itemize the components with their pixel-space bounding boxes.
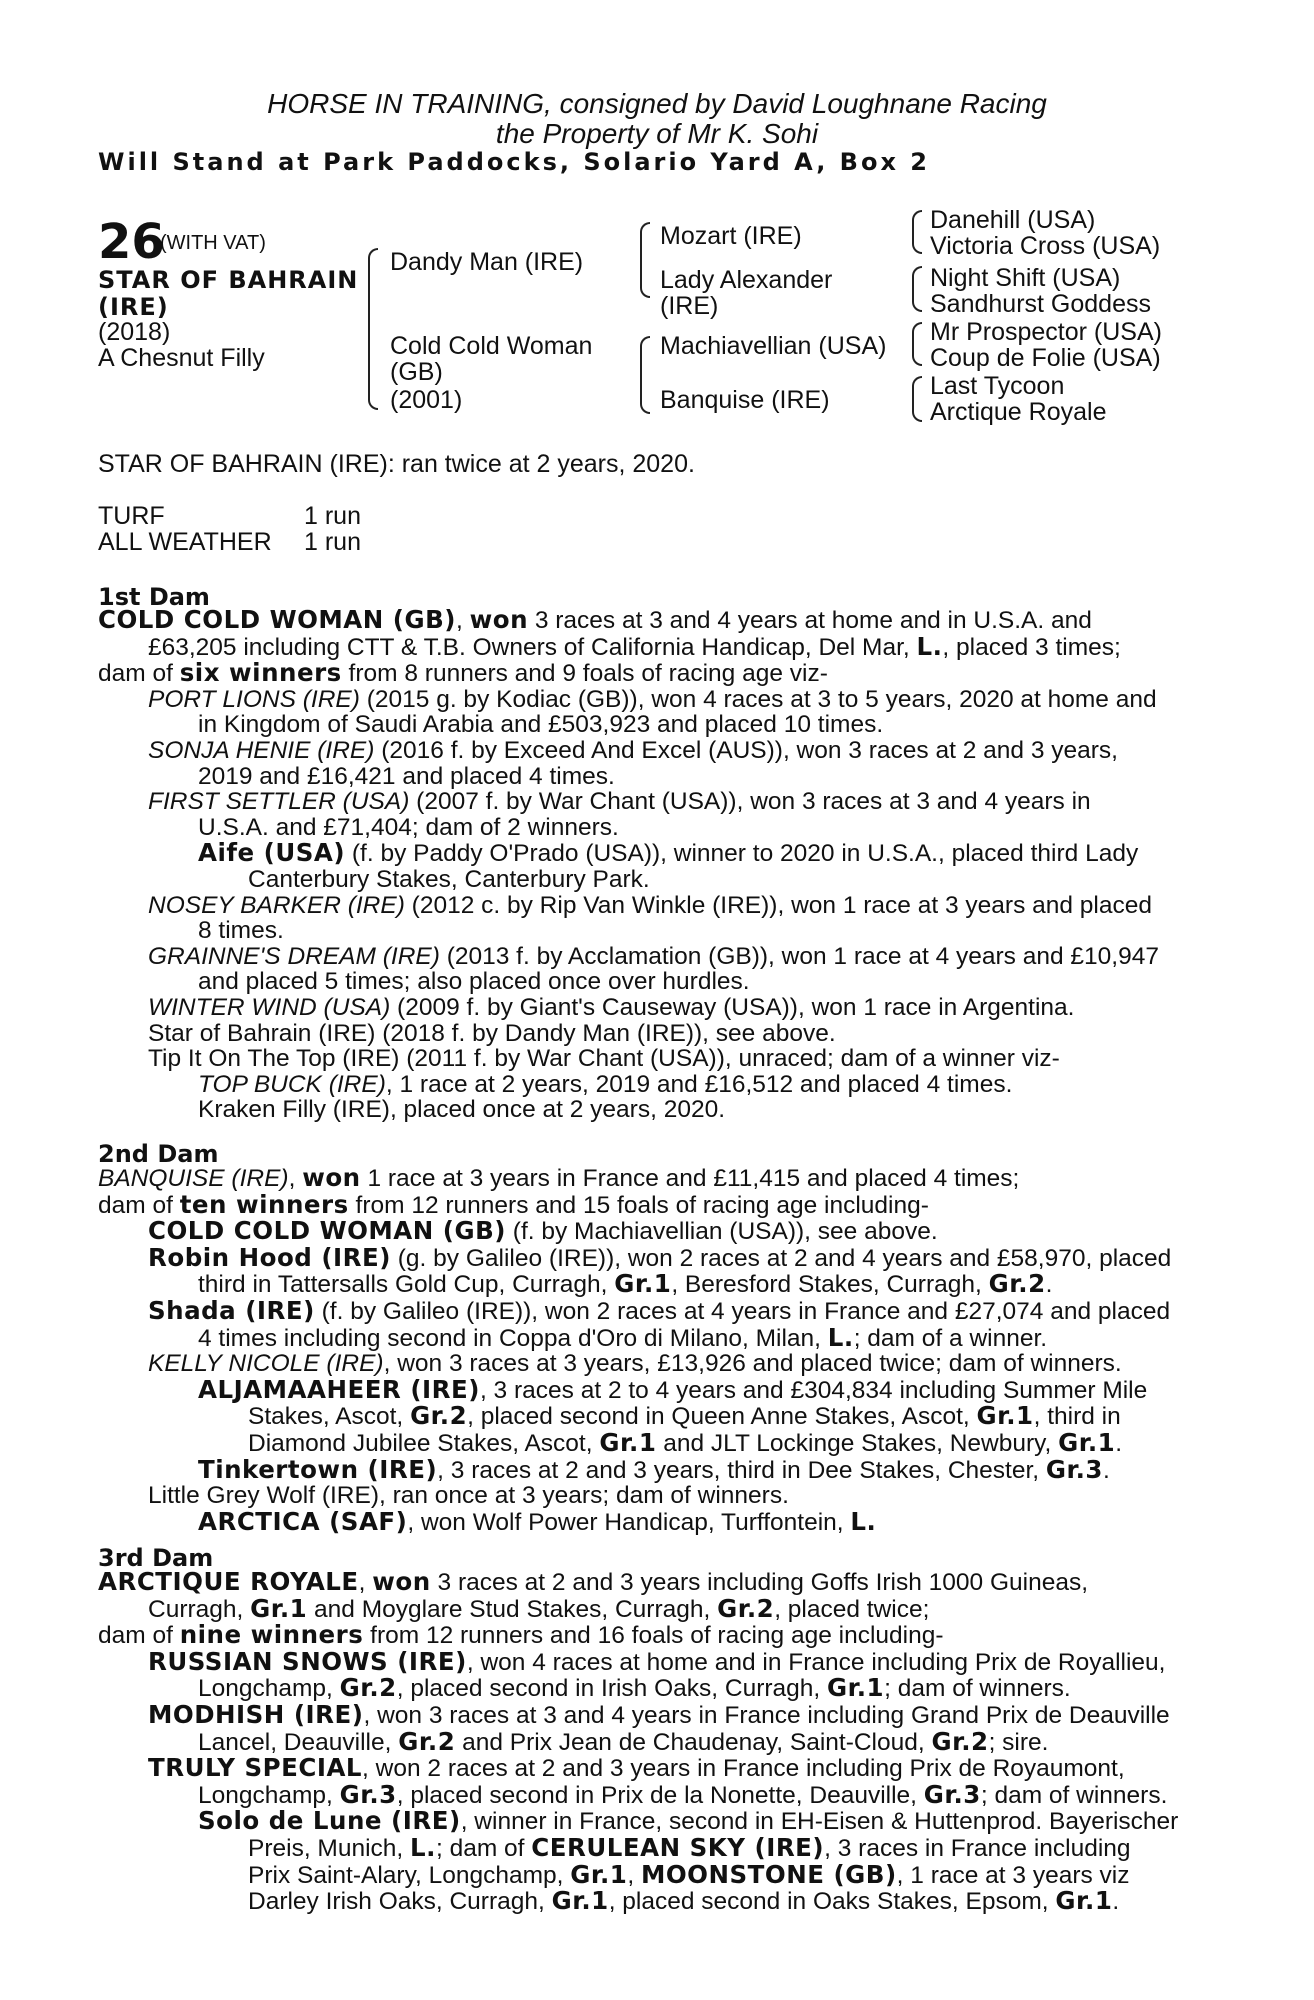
produce-truly-special-cont: Longchamp, Gr.3, placed second in Prix de la Nonette, Deauville, Gr.3; dam of winners. <box>198 1779 1168 1809</box>
all-weather-label: ALL WEATHER <box>98 528 272 556</box>
pedigree-sire: Dandy Man (IRE) <box>390 248 584 276</box>
lot-number: 26 <box>98 214 165 270</box>
first-dam-entry: COLD COLD WOMAN (GB), won 3 races at 3 and 4 years at home and in U.S.A. and <box>98 605 1092 634</box>
produce-solo-de-lune: Solo de Lune (IRE), winner in France, second in EH-Eisen & Huttenprod. Bayerischer <box>198 1806 1179 1836</box>
first-dam-heading: 1st Dam <box>98 583 210 611</box>
pedigree-sire-dam: Lady Alexander <box>660 266 833 294</box>
third-dam-produce-intro: dam of nine winners from 12 runners and 16 foals of racing age including- <box>98 1620 944 1650</box>
second-dam-heading: 2nd Dam <box>98 1140 219 1168</box>
produce-aife-cont: Canterbury Stakes, Canterbury Park. <box>248 865 650 893</box>
pedigree-g2: Victoria Cross (USA) <box>930 232 1161 260</box>
pedigree-brace-sire <box>640 222 650 298</box>
produce-russian-snows-cont: Longchamp, Gr.2, placed second in Irish Oaks, Curragh, Gr.1; dam of winners. <box>198 1673 1071 1703</box>
foaling-year: (2018) <box>98 318 171 346</box>
produce-first-settler: FIRST SETTLER (USA) (2007 f. by War Chant (USA)), won 3 races at 3 and 4 years in <box>148 788 1091 816</box>
produce-kelly-nicole: KELLY NICOLE (IRE), won 3 races at 3 years, £13,926 and placed twice; dam of winners. <box>148 1350 1122 1378</box>
pedigree-dam-sire: Machiavellian (USA) <box>660 332 887 360</box>
produce-robin-hood: Robin Hood (IRE) (g. by Galileo (IRE)), won 2 races at 2 and 4 years and £58,970, placed <box>148 1242 1172 1272</box>
produce-modhish: MODHISH (IRE), won 3 races at 3 and 4 years in France including Grand Prix de Deauville <box>148 1699 1170 1729</box>
produce-arctica: ARCTICA (SAF), won Wolf Power Handicap, Turffontein, L. <box>198 1506 877 1536</box>
produce-solo-de-lune-cont2: Prix Saint-Alary, Longchamp, Gr.1, MOONSTONE (GB), 1 race at 3 years viz <box>248 1859 1130 1889</box>
produce-port-lions-cont: in Kingdom of Saudi Arabia and £503,923 and placed 10 times. <box>198 711 884 739</box>
pedigree-brace-g3 <box>912 322 922 366</box>
pedigree-sire-dam-suffix: (IRE) <box>660 292 719 320</box>
produce-grainnes-dream-cont: and placed 5 times; also placed once over hurdles. <box>198 968 750 996</box>
third-dam-entry: ARCTIQUE ROYALE, won 3 races at 2 and 3 years including Goffs Irish 1000 Guineas, <box>98 1567 1089 1596</box>
second-dam-entry: BANQUISE (IRE), won 1 race at 3 years in France and £11,415 and placed 4 times; <box>98 1163 1020 1192</box>
produce-port-lions: PORT LIONS (IRE) (2015 g. by Kodiac (GB)), won 4 races at 3 to 5 years, 2020 at home and <box>148 685 1157 713</box>
turf-runs: 1 run <box>304 502 361 530</box>
pedigree-g8: Arctique Royale <box>930 398 1107 426</box>
produce-aife: Aife (USA) (f. by Paddy O'Prado (USA)), winner to 2020 in U.S.A., placed third Lady <box>198 838 1139 868</box>
produce-winter-wind: WINTER WIND (USA) (2009 f. by Giant's Causeway (USA)), won 1 race in Argentina. <box>148 993 1075 1021</box>
pedigree-dam-suffix: (GB) <box>390 358 443 386</box>
produce-star-of-bahrain: Star of Bahrain (IRE) (2018 f. by Dandy Man (IRE)), see above. <box>148 1019 836 1047</box>
third-dam-heading: 3rd Dam <box>98 1544 214 1572</box>
produce-russian-snows: RUSSIAN SNOWS (IRE), won 4 races at home and in France including Prix de Royallieu, <box>148 1646 1166 1676</box>
pedigree-g4: Sandhurst Goddess <box>930 290 1151 318</box>
produce-truly-special: TRULY SPECIAL, won 2 races at 2 and 3 years in France including Prix de Royaumont, <box>148 1753 1125 1783</box>
stand-location: Will Stand at Park Paddocks, Solario Yard A, Box 2 <box>98 148 930 176</box>
pedigree-brace-g1 <box>912 210 922 254</box>
race-summary: STAR OF BAHRAIN (IRE): ran twice at 2 years, 2020. <box>98 450 695 478</box>
first-dam-entry-cont: £63,205 including CTT & T.B. Owners of California Handicap, Del Mar, L., placed 3 times; <box>148 631 1121 661</box>
produce-aljamaaheer: ALJAMAAHEER (IRE), 3 races at 2 to 4 years and £304,834 including Summer Mile <box>198 1374 1148 1404</box>
third-dam-entry-cont: Curragh, Gr.1 and Moyglare Stud Stakes, Curragh, Gr.2, placed twice; <box>148 1593 930 1623</box>
pedigree-dam-dam: Banquise (IRE) <box>660 386 830 414</box>
pedigree-brace-dam <box>640 336 650 414</box>
pedigree-g7: Last Tycoon <box>930 372 1065 400</box>
produce-nosey-barker: NOSEY BARKER (IRE) (2012 c. by Rip Van Winkle (IRE)), won 1 race at 3 years and placed <box>148 891 1153 919</box>
produce-top-buck: TOP BUCK (IRE), 1 race at 2 years, 2019 and £16,512 and placed 4 times. <box>198 1070 1013 1098</box>
all-weather-runs: 1 run <box>304 528 361 556</box>
catalogue-header-line2: the Property of Mr K. Sohi <box>495 118 819 149</box>
pedigree-dam-year: (2001) <box>390 386 463 414</box>
pedigree-brace-g4 <box>912 376 922 422</box>
catalogue-header-line1: HORSE IN TRAINING, consigned by David Loughnane Racing <box>267 88 1047 119</box>
second-dam-record <box>98 1165 1208 1535</box>
second-dam-produce-intro: dam of ten winners from 12 runners and 15 foals of racing age including- <box>98 1189 929 1219</box>
produce-little-grey-wolf: Little Grey Wolf (IRE), ran once at 3 years; dam of winners. <box>148 1482 789 1510</box>
produce-tip-it-on-the-top: Tip It On The Top (IRE) (2011 f. by War Chant (USA)), unraced; dam of a winner viz- <box>148 1045 1060 1073</box>
horse-description: A Chesnut Filly <box>98 344 265 372</box>
produce-aljamaaheer-cont2: Diamond Jubilee Stakes, Ascot, Gr.1 and JLT Lockinge Stakes, Newbury, Gr.1. <box>248 1427 1123 1457</box>
first-dam-record <box>98 607 1208 1123</box>
produce-shada: Shada (IRE) (f. by Galileo (IRE)), won 2 races at 4 years in France and £27,074 and placed <box>148 1295 1171 1325</box>
pedigree-g3: Night Shift (USA) <box>930 264 1121 292</box>
produce-modhish-cont: Lancel, Deauville, Gr.2 and Prix Jean de Chaudenay, Saint-Cloud, Gr.2; sire. <box>198 1726 1049 1756</box>
turf-label: TURF <box>98 502 165 530</box>
pedigree-g6: Coup de Folie (USA) <box>930 344 1161 372</box>
horse-name: STAR OF BAHRAIN <box>98 266 359 294</box>
produce-first-settler-cont: U.S.A. and £71,404; dam of 2 winners. <box>198 813 619 841</box>
produce-shada-cont: 4 times including second in Coppa d'Oro di Milano, Milan, L.; dam of a winner. <box>198 1322 1048 1352</box>
produce-solo-de-lune-cont: Preis, Munich, L.; dam of CERULEAN SKY (IRE), 3 races in France including <box>248 1832 1131 1862</box>
produce-kraken-filly: Kraken Filly (IRE), placed once at 2 years, 2020. <box>198 1096 726 1124</box>
pedigree-brace-main <box>368 248 378 410</box>
pedigree-g1: Danehill (USA) <box>930 206 1096 234</box>
produce-sonja-henie: SONJA HENIE (IRE) (2016 f. by Exceed And Excel (AUS)), won 3 races at 2 and 3 years, <box>148 736 1118 764</box>
produce-grainnes-dream: GRAINNE'S DREAM (IRE) (2013 f. by Acclamation (GB)), won 1 race at 4 years and £10,947 <box>148 942 1159 970</box>
produce-robin-hood-cont: third in Tattersalls Gold Cup, Curragh, Gr.1, Beresford Stakes, Curragh, Gr.2. <box>198 1269 1053 1299</box>
pedigree-brace-g2 <box>912 266 922 312</box>
produce-sonja-henie-cont: 2019 and £16,421 and placed 4 times. <box>198 762 615 790</box>
produce-nosey-barker-cont: 8 times. <box>198 917 284 945</box>
horse-name-suffix: (IRE) <box>98 293 169 321</box>
first-dam-produce-intro: dam of six winners from 8 runners and 9 foals of racing age viz- <box>98 658 828 688</box>
vat-note: (WITH VAT) <box>160 232 266 254</box>
produce-aljamaaheer-cont: Stakes, Ascot, Gr.2, placed second in Queen Anne Stakes, Ascot, Gr.1, third in <box>248 1401 1121 1431</box>
pedigree-g5: Mr Prospector (USA) <box>930 318 1162 346</box>
pedigree-sire-sire: Mozart (IRE) <box>660 222 802 250</box>
produce-tinkertown: Tinkertown (IRE), 3 races at 2 and 3 years, third in Dee Stakes, Chester, Gr.3. <box>198 1454 1110 1484</box>
produce-cold-cold-woman: COLD COLD WOMAN (GB) (f. by Machiavellian (USA)), see above. <box>148 1216 938 1246</box>
third-dam-record <box>98 1569 1208 1915</box>
produce-solo-de-lune-cont3: Darley Irish Oaks, Curragh, Gr.1, placed second in Oaks Stakes, Epsom, Gr.1. <box>248 1886 1120 1916</box>
pedigree-dam: Cold Cold Woman <box>390 332 593 360</box>
